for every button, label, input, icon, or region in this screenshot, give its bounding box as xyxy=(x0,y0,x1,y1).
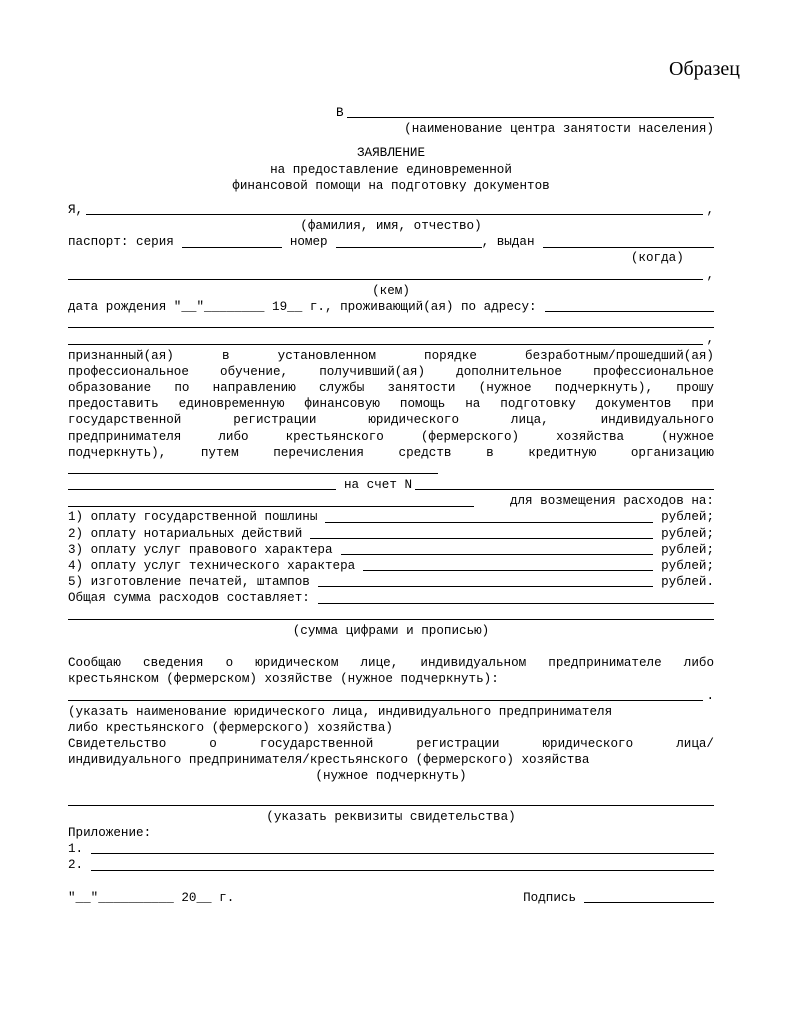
expense-suffix: рублей; xyxy=(661,542,714,557)
document-subtitle-2: финансовой помощи на подготовку документов xyxy=(232,178,550,193)
body-line: предоставить единовременную финансовую помощь на подготовку документов при xyxy=(68,397,714,412)
passport-number-field[interactable] xyxy=(336,236,482,248)
passport-line xyxy=(68,234,714,250)
bank-name-field-2[interactable] xyxy=(68,478,336,490)
expense-amount-field[interactable] xyxy=(318,575,653,587)
expense-row xyxy=(68,526,714,542)
expense-amount-field[interactable] xyxy=(363,559,653,571)
passport-when-caption: (когда) xyxy=(630,251,684,266)
addressee-caption: (наименование центра занятости населения) xyxy=(404,122,714,137)
certificate-details-line xyxy=(68,793,714,809)
total-caption: (сумма цифрами и прописью) xyxy=(292,623,490,638)
expense-suffix: рублей; xyxy=(661,559,714,574)
certificate-caption: (нужное подчеркнуть) xyxy=(315,769,467,784)
passport-issued-by-field[interactable] xyxy=(68,268,703,280)
passport-series-field[interactable] xyxy=(182,236,282,248)
total-label: Общая сумма расходов составляет: xyxy=(68,591,310,606)
attachment-item: 1. xyxy=(68,841,714,857)
address-line-2 xyxy=(68,315,714,331)
address-line-3: , xyxy=(68,331,714,347)
address-field-3[interactable] xyxy=(68,333,703,345)
account-number-field[interactable] xyxy=(415,478,714,490)
passport-issued-label: , выдан xyxy=(481,235,535,250)
addressee-field[interactable] xyxy=(347,106,714,118)
attachment-field[interactable] xyxy=(91,859,714,871)
expense-row xyxy=(68,558,714,574)
reimburse-line xyxy=(68,493,714,509)
applicant-name-caption: (фамилия, имя, отчество) xyxy=(300,219,482,234)
date-field[interactable]: "__"__________ 20__ г. xyxy=(68,890,235,905)
body-line: государственной регистрации юридического лица, индивидуального xyxy=(68,413,714,428)
addressee-line xyxy=(68,105,714,121)
birth-date-text: дата рождения "__"________ 19__ г., проживающий(ая) по адресу: xyxy=(68,300,537,315)
account-label: на счет N xyxy=(344,478,413,493)
passport-series-label: паспорт: серия xyxy=(68,235,174,250)
attachment-field[interactable] xyxy=(91,842,714,854)
passport-number-label: номер xyxy=(289,235,328,250)
sample-label: Образец xyxy=(669,58,740,80)
body-line: признанный(ая) в установленном порядке безработным/прошедший(ая) xyxy=(68,348,714,363)
certificate-line: индивидуального предпринимателя/крестьянского (фермерского) хозяйства xyxy=(68,753,590,768)
bank-name-field[interactable] xyxy=(68,462,438,474)
account-line xyxy=(68,477,714,493)
attachment-item: 2. xyxy=(68,857,714,873)
certificate-details-caption: (указать реквизиты свидетельства) xyxy=(266,809,516,824)
address-field-1[interactable] xyxy=(545,300,714,312)
expense-amount-field[interactable] xyxy=(341,543,654,555)
expense-label: 3) оплату услуг правового характера xyxy=(68,542,333,557)
body-line: подчеркнуть), путем перечисления средств в кредитную организацию xyxy=(68,445,714,460)
expense-row xyxy=(68,510,714,526)
expense-label: 2) оплату нотариальных действий xyxy=(68,526,303,541)
passport-by-whom-caption: (кем) xyxy=(372,283,410,298)
address-field-2[interactable] xyxy=(68,316,714,328)
applicant-name-line: Я, , xyxy=(68,202,714,217)
passport-issued-by-line: , xyxy=(68,267,714,283)
passport-issued-when-field[interactable] xyxy=(543,236,714,248)
info-line: крестьянском (фермерском) хозяйстве (нужное подчеркнуть): xyxy=(68,672,499,687)
total-line xyxy=(68,590,714,606)
body-line: профессиональное обучение, получивший(ая) дополнительное профессиональное xyxy=(68,364,714,379)
expense-row xyxy=(68,542,714,558)
expense-amount-field[interactable] xyxy=(310,527,653,539)
entity-caption-2: либо крестьянского (фермерского) хозяйства) xyxy=(68,720,393,735)
expense-suffix: рублей; xyxy=(661,510,714,525)
expense-label: 4) оплату услуг технического характера xyxy=(68,559,356,574)
signature-field[interactable] xyxy=(584,891,714,903)
entity-name-field[interactable] xyxy=(68,689,703,701)
total-amount-field[interactable] xyxy=(318,592,714,604)
certificate-details-field[interactable] xyxy=(68,794,714,806)
document-title: ЗАЯВЛЕНИЕ xyxy=(356,146,426,161)
signature-label: Подпись xyxy=(523,890,576,905)
bank-line xyxy=(68,461,714,477)
birth-address-line xyxy=(68,299,714,315)
footer-line xyxy=(68,890,714,906)
total-line-2 xyxy=(68,607,714,623)
expense-row xyxy=(68,574,714,590)
certificate-line: Свидетельство о государственной регистрации юридического лица/ xyxy=(68,737,714,752)
document-subtitle-1: на предоставление единовременной xyxy=(270,162,512,177)
reimburse-label: для возмещения расходов на: xyxy=(509,494,714,509)
expense-suffix: рублей; xyxy=(661,526,714,541)
applicant-name-field[interactable] xyxy=(86,203,703,215)
entity-caption-1: (указать наименование юридического лица, индивидуального предпринимателя xyxy=(68,704,613,719)
info-line: Сообщаю сведения о юридическом лице, индивидуальном предпринимателе либо xyxy=(68,656,714,671)
expense-label: 5) изготовление печатей, штампов xyxy=(68,575,310,590)
expense-suffix: рублей. xyxy=(661,575,714,590)
attachments-heading: Приложение: xyxy=(68,826,152,841)
addressee-prefix: В xyxy=(336,105,344,120)
body-line: образование по направлению службы занятости (нужное подчеркнуть), прошу xyxy=(68,381,714,395)
application-form xyxy=(68,105,714,906)
expense-amount-field[interactable] xyxy=(325,511,653,523)
entity-name-line: . xyxy=(68,688,714,704)
expense-label: 1) оплату государственной пошлины xyxy=(68,510,318,525)
body-line: предпринимателя либо крестьянского (фермерского) хозяйства (нужное xyxy=(68,429,714,444)
account-number-field-2[interactable] xyxy=(68,495,474,507)
total-amount-field-2[interactable] xyxy=(68,608,714,620)
applicant-prefix: Я, xyxy=(68,202,84,217)
